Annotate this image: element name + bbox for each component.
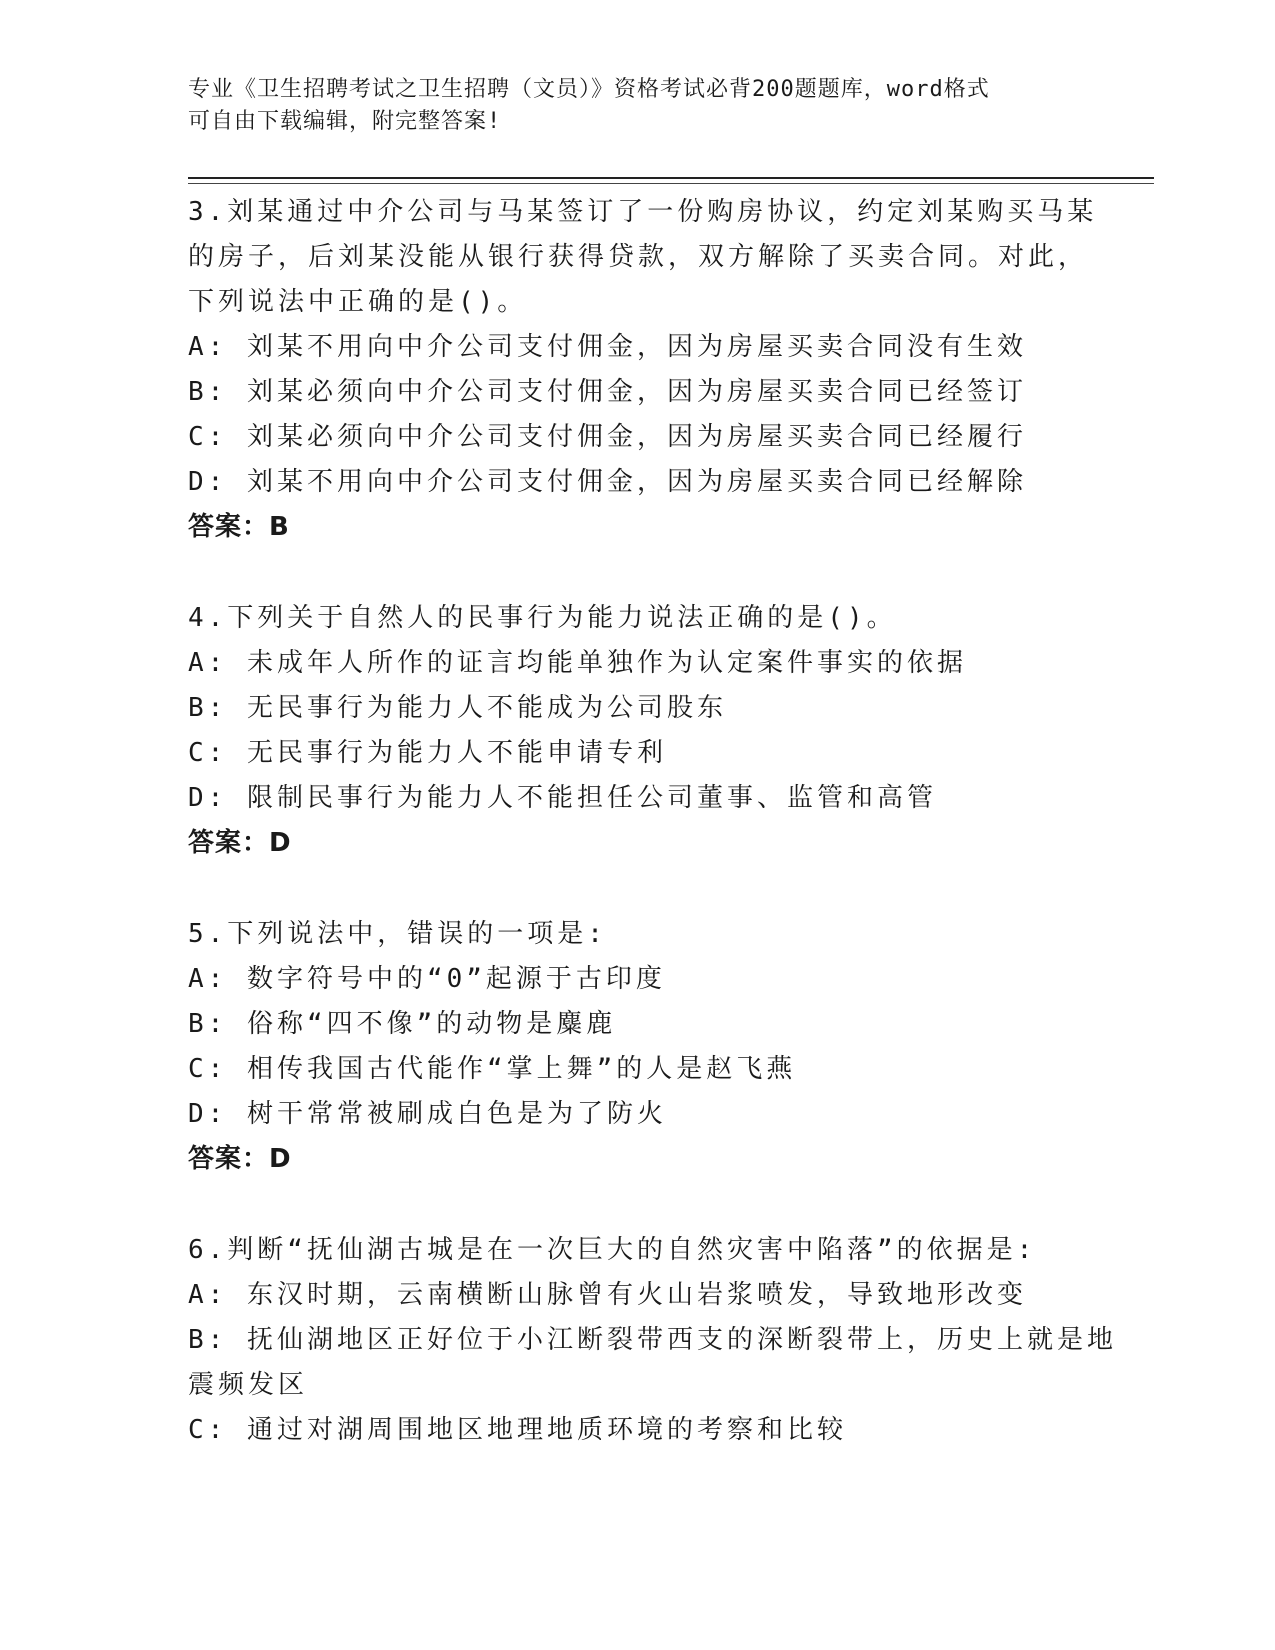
document-header [188,74,1088,138]
option-d: D: 刘某不用向中介公司支付佣金，因为房屋买卖合同已经解除 [188,467,1027,497]
answer-line: 答案：D [188,828,292,858]
option-b: B: 刘某必须向中介公司支付佣金，因为房屋买卖合同已经签订 [188,377,1027,407]
option-b-continued: 震频发区 [188,1370,309,1400]
option-c: C: 无民事行为能力人不能申请专利 [188,738,667,768]
answer-line: 答案：B [188,512,290,542]
option-a: A: 未成年人所作的证言均能单独作为认定案件事实的依据 [188,648,967,678]
question-list [188,190,1117,1453]
option-a: A: 数字符号中的“0”起源于古印度 [188,964,666,994]
question-stem-line: 下列说法中正确的是()。 [188,287,528,317]
header-line-1: 专业《卫生招聘考试之卫生招聘（文员）》资格考试必背200题题库，word格式 [188,77,990,102]
option-c: C: 通过对湖周围地区地理地质环境的考察和比较 [188,1415,847,1445]
option-a: A: 刘某不用向中介公司支付佣金，因为房屋买卖合同没有生效 [188,332,1027,362]
header-divider-thick [188,177,1154,179]
question-stem-line: 3.刘某通过中介公司与马某签订了一份购房协议，约定刘某购买马某 [188,197,1098,227]
question-stem-line: 6.判断“抚仙湖古城是在一次巨大的自然灾害中陷落”的依据是: [188,1235,1037,1265]
option-c: C: 相传我国古代能作“掌上舞”的人是赵飞燕 [188,1054,797,1084]
option-b: B: 无民事行为能力人不能成为公司股东 [188,693,727,723]
question-6 [188,1228,1117,1453]
option-a: A: 东汉时期，云南横断山脉曾有火山岩浆喷发，导致地形改变 [188,1280,1027,1310]
option-d: D: 树干常常被刷成白色是为了防火 [188,1099,667,1129]
option-c: C: 刘某必须向中介公司支付佣金，因为房屋买卖合同已经履行 [188,422,1027,452]
question-stem-line: 4.下列关于自然人的民事行为能力说法正确的是()。 [188,603,897,633]
question-5 [188,912,1088,1182]
option-b: B: 抚仙湖地区正好位于小江断裂带西支的深断裂带上，历史上就是地 [188,1325,1117,1355]
answer-line: 答案：D [188,1144,292,1174]
option-d: D: 限制民事行为能力人不能担任公司董事、监管和高管 [188,783,937,813]
header-divider-thin [188,183,1154,184]
question-stem-line: 5.下列说法中，错误的一项是: [188,919,607,949]
option-b: B: 俗称“四不像”的动物是麋鹿 [188,1009,617,1039]
header-line-2: 可自由下载编辑，附完整答案! [188,109,502,134]
question-stem-line: 的房子，后刘某没能从银行获得贷款，双方解除了买卖合同。对此， [188,242,1089,272]
question-4 [188,596,1088,866]
question-3 [188,190,1098,550]
